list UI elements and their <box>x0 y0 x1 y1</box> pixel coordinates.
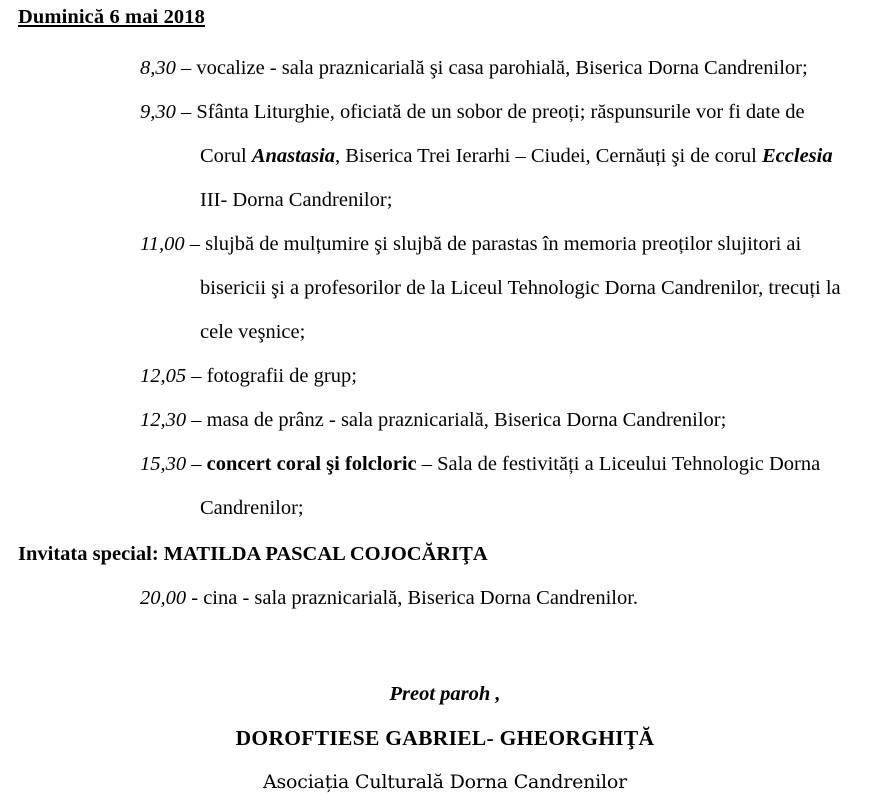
day-heading <box>18 6 205 29</box>
entry-time: 20,00 <box>140 587 187 609</box>
schedule-entry-0830 <box>140 46 852 90</box>
entry-text: masa de prânz - sala praznicarială, Biserica Dorna Candrenilor; <box>206 409 727 431</box>
schedule-entry-2000 <box>140 587 638 610</box>
signature-role: Preot paroh , <box>389 683 501 705</box>
entry-time: 8,30 <box>140 57 176 79</box>
special-guest-label: Invitata special: <box>18 543 164 565</box>
schedule-entry-1230 <box>140 398 852 442</box>
schedule-entry-1205 <box>140 354 852 398</box>
entry-text-after: III- Dorna Candrenilor; <box>200 189 393 211</box>
special-guest-line <box>18 543 488 566</box>
entry-time: 12,05 <box>140 365 187 387</box>
schedule-entry-0930 <box>140 90 852 222</box>
choir-name-ecclesia: Ecclesia <box>762 145 833 167</box>
entry-separator: – <box>186 453 207 475</box>
entry-text: Sfânta Liturghie, oficiată de un sobor de preoți; răspunsurile vor fi date de Corul <box>196 101 805 167</box>
entry-text: vocalize - sala praznicarială şi casa parohială, Biserica Dorna Candrenilor; <box>196 57 808 79</box>
entry-text-after: – Sala de festivități a Liceului Tehnologic Dorna Candrenilor; <box>200 453 821 519</box>
entry-separator: – <box>184 233 206 255</box>
signature-block <box>0 672 880 804</box>
entry-text: slujbă de mulțumire şi slujbă de parastas în memoria preoților slujitori ai bisericii şi a profesorilor de la Liceul Tehnologic Dorna Candrenilor, trecuți la cele veşnice; <box>200 233 841 343</box>
entry-text-middle: , Biserica Trei Ierarhi – Ciudei, Cernăuți şi de corul <box>335 145 762 167</box>
entry-separator: – <box>175 101 197 123</box>
entry-separator: - <box>186 587 204 609</box>
schedule-entry-1100 <box>140 222 852 354</box>
signature-name: DOROFTIESE GABRIEL- GHEORGHIŢĂ <box>235 726 655 750</box>
day-heading-text: Duminică 6 mai 2018 <box>18 6 205 28</box>
entry-time: 15,30 <box>140 453 187 475</box>
schedule-entry-1530 <box>140 442 852 530</box>
entry-text: cina - sala praznicarială, Biserica Dorna Candrenilor. <box>203 587 639 609</box>
special-guest-name: MATILDA PASCAL COJOCĂRIŢA <box>163 543 488 565</box>
entry-separator: – <box>186 365 207 387</box>
entry-text: fotografii de grup; <box>206 365 357 387</box>
signature-organization: Asociația Culturală Dorna Candrenilor <box>262 771 628 793</box>
choir-name-anastasia: Anastasia <box>251 145 335 167</box>
schedule-list <box>140 46 852 530</box>
entry-separator: – <box>175 57 197 79</box>
entry-time: 11,00 <box>140 233 185 255</box>
entry-time: 9,30 <box>140 101 176 123</box>
entry-time: 12,30 <box>140 409 187 431</box>
event-title-concert: concert coral şi folcloric <box>206 453 417 475</box>
entry-separator: – <box>186 409 207 431</box>
